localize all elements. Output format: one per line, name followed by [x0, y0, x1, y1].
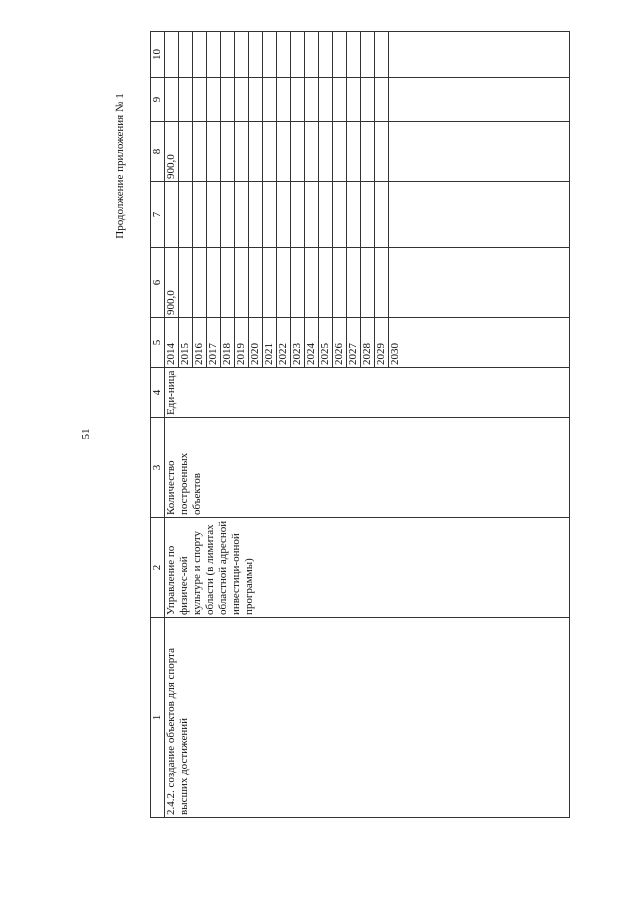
- header-col-1: 1: [151, 618, 165, 818]
- cell-years: [165, 318, 570, 368]
- header-col-8: 8: [151, 122, 165, 182]
- header-col-6: 6: [151, 248, 165, 318]
- cell-objective: 2.4.2. создание объектов для спорта высших достижений: [165, 618, 570, 818]
- year-2015: 2015: [179, 318, 193, 367]
- header-col-3: 3: [151, 418, 165, 518]
- rotated-table-wrapper: [150, 32, 570, 818]
- data-table: [150, 31, 570, 818]
- cell-col7: [165, 182, 570, 248]
- header-row: [151, 32, 165, 818]
- year-2027: 2027: [347, 318, 361, 367]
- year-2016: 2016: [193, 318, 207, 367]
- header-col-10: 10: [151, 32, 165, 78]
- year-2020: 2020: [249, 318, 263, 367]
- header-col-5: 5: [151, 318, 165, 368]
- year-2014: 2014: [165, 318, 179, 367]
- appendix-note-text: Продолжение приложения № 1: [114, 93, 126, 239]
- year-2017: 2017: [207, 318, 221, 367]
- year-2021: 2021: [263, 318, 277, 367]
- year-2025: 2025: [319, 318, 333, 367]
- cell-col8: [165, 122, 570, 182]
- year-2024: 2024: [305, 318, 319, 367]
- cell-col10: [165, 32, 570, 78]
- table-row: [165, 32, 570, 818]
- year-2018: 2018: [221, 318, 235, 367]
- cell-unit: Еди-ница: [165, 368, 570, 418]
- page-number: 51: [80, 428, 92, 440]
- year-2028: 2028: [361, 318, 375, 367]
- year-2029: 2029: [375, 318, 389, 367]
- year-2026: 2026: [333, 318, 347, 367]
- year-2019: 2019: [235, 318, 249, 367]
- header-col-4: 4: [151, 368, 165, 418]
- table-frame: [150, 32, 570, 818]
- header-col-2: 2: [151, 518, 165, 618]
- year-2023: 2023: [291, 318, 305, 367]
- cell-col6: [165, 248, 570, 318]
- year-2022: 2022: [277, 318, 291, 367]
- cell-col9: [165, 78, 570, 122]
- year-2030: 2030: [389, 343, 401, 365]
- value-col8-2014: 900,0: [165, 122, 179, 181]
- cell-indicator: Количество построенных объектов: [165, 418, 570, 518]
- header-col-9: 9: [151, 78, 165, 122]
- header-col-7: 7: [151, 182, 165, 248]
- cell-executor: Управление по физичес-кой культуре и спорту области (в лимитах областной адресной инвестици-онной программы): [165, 518, 570, 618]
- value-col6-2014: 900,0: [165, 248, 179, 317]
